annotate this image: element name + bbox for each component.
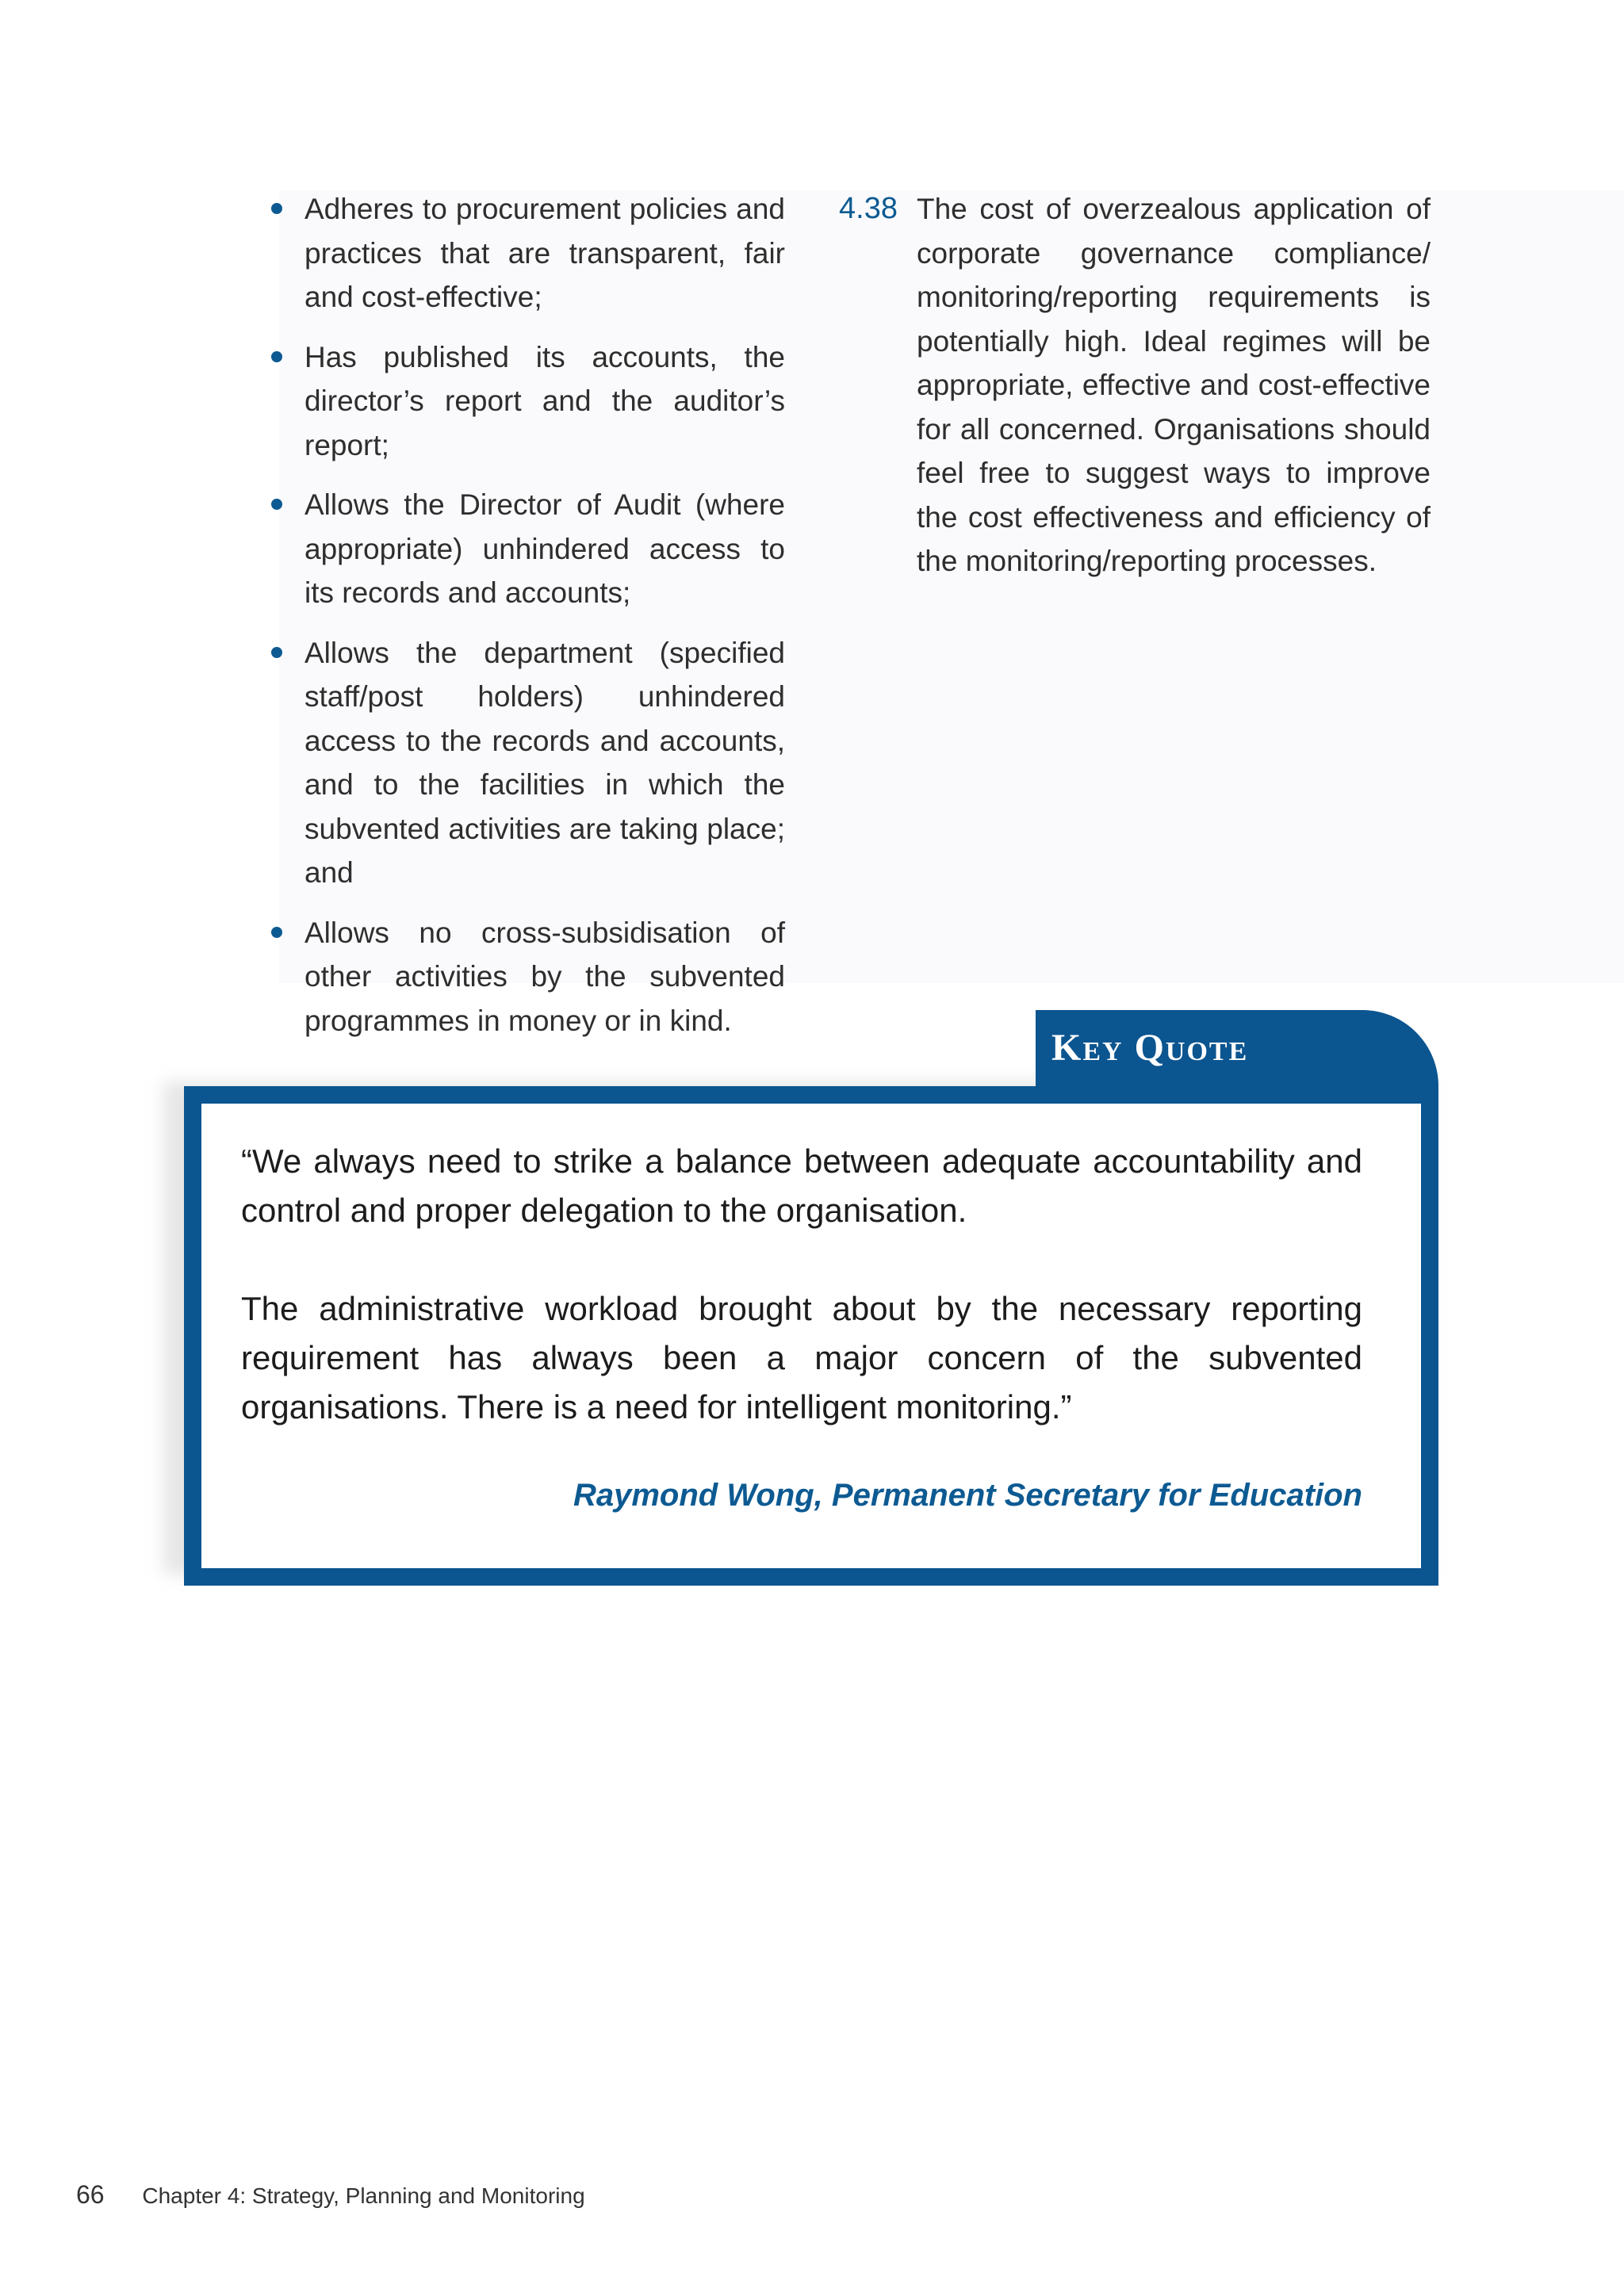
bullet-list <box>270 187 785 1058</box>
list-item <box>270 187 785 320</box>
quote-attribution: Raymond Wong, Permanent Secretary for Education <box>573 1478 1362 1513</box>
bullet-icon <box>271 647 282 658</box>
list-item <box>270 483 785 615</box>
bullet-text: Allows the department (specified staff/post holders) unhindered access to the records and accounts, and to the facilities in which the subvented activities are taking place; and <box>304 636 785 889</box>
bullet-icon <box>271 499 282 510</box>
bullet-text: Has published its accounts, the director’s report and the auditor’s report; <box>304 340 785 461</box>
bullet-icon <box>271 351 282 362</box>
bullet-text: Adheres to procurement policies and practices that are transparent, fair and cost-effective; <box>304 193 785 313</box>
quote-text <box>241 1137 1362 1481</box>
bullet-icon <box>271 203 282 214</box>
list-item <box>270 335 785 468</box>
list-item <box>270 911 785 1043</box>
key-quote-tab <box>1036 1010 1438 1088</box>
page-number: 66 <box>76 2180 105 2209</box>
paragraph-text: The cost of overzealous application of corporate governance compliance/ monitoring/reporting requirements is potentially high. Ideal regimes will be appropriate, effective and cost-effective for all concerned. Organisations should feel free to suggest ways to improve the cost effectiveness and efficiency of the monitoring/reporting processes. <box>917 193 1431 577</box>
chapter-title: Chapter 4: Strategy, Planning and Monitoring <box>142 2183 585 2208</box>
quote-paragraph: “We always need to strike a balance between adequate accountability and control and proper delegation to the organisation. <box>241 1142 1362 1229</box>
bullet-icon <box>271 927 282 938</box>
bullet-text: Allows the Director of Audit (where appropriate) unhindered access to its records and accounts; <box>304 488 785 609</box>
numbered-paragraph <box>839 187 1431 584</box>
page-footer <box>76 2180 585 2210</box>
paragraph-number: 4.38 <box>839 192 898 225</box>
bullet-text: Allows no cross-subsidisation of other activities by the subvented programmes in money or in kind. <box>304 916 785 1037</box>
key-quote-label: Key Quote <box>1051 1027 1249 1069</box>
quote-paragraph: The administrative workload brought about by the necessary reporting requirement has always been a major concern of the subvented organisations. There is a need for intelligent monitoring.” <box>241 1290 1362 1425</box>
list-item <box>270 631 785 895</box>
